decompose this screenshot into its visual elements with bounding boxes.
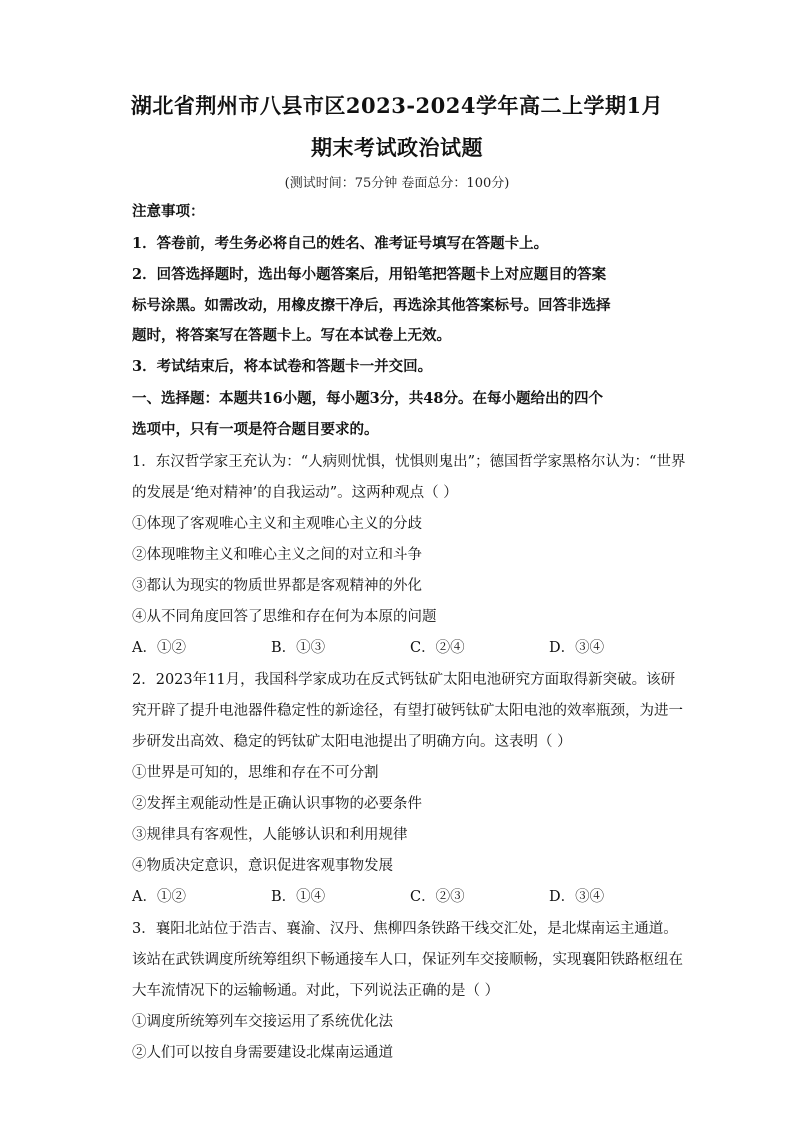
- choice-c[interactable]: C．②③: [410, 889, 465, 905]
- question-1-stem: 的发展是‘绝对精神’的自我运动”。这两种观点（ ）: [132, 485, 458, 501]
- choice-b[interactable]: B．①③: [271, 640, 326, 656]
- choice-d[interactable]: D．③④: [549, 889, 605, 905]
- choice-d[interactable]: D．③④: [549, 640, 605, 656]
- question-2-item: ③规律具有客观性，人能够认识和利用规律: [132, 827, 408, 843]
- question-3-stem: 3．襄阳北站位于浩吉、襄渝、汉丹、焦柳四条铁路干线交汇处，是北煤南运主通道。: [132, 921, 678, 937]
- question-3-stem: 该站在武铁调度所统筹组织下畅通接车人口，保证列车交接顺畅，实现襄阳铁路枢纽在: [132, 952, 683, 968]
- notes-line: 题时，将答案写在答题卡上。写在本试卷上无效。: [132, 327, 451, 344]
- choice-a[interactable]: A．①②: [132, 640, 186, 656]
- question-2-item: ①世界是可知的，思维和存在不可分割: [132, 765, 379, 781]
- question-1-item: ④从不同角度回答了思维和存在何为本原的问题: [132, 609, 437, 625]
- notes-line: 3．考试结束后，将本试卷和答题卡一并交回。: [132, 358, 433, 375]
- question-3-stem: 大车流情况下的运输畅通。对此，下列说法正确的是（ ）: [132, 983, 500, 999]
- notes-line: 2．回答选择题时，选出每小题答案后，用铅笔把答题卡上对应题目的答案: [132, 266, 607, 283]
- notes-line: 1．答卷前，考生务必将自己的姓名、准考证号填写在答题卡上。: [132, 235, 549, 252]
- choice-c[interactable]: C．②④: [410, 640, 465, 656]
- exam-subtitle: (测试时间：75分钟 卷面总分：100分): [284, 176, 510, 191]
- exam-title-line2: 期末考试政治试题: [311, 135, 483, 160]
- question-2-stem: 步研发出高效、稳定的钙钛矿太阳电池提出了明确方向。这表明（ ）: [132, 734, 572, 750]
- question-2-item: ④物质决定意识，意识促进客观事物发展: [132, 858, 393, 874]
- choice-b[interactable]: B．①④: [271, 889, 326, 905]
- notes-heading: 注意事项：: [132, 203, 205, 220]
- question-1-item: ③都认为现实的物质世界都是客观精神的外化: [132, 578, 422, 594]
- question-2-stem: 2．2023年11月，我国科学家成功在反式钙钛矿太阳电池研究方面取得新突破。该研: [132, 672, 676, 688]
- question-1-stem: 1．东汉哲学家王充认为：“人病则忧惧，忧惧则鬼出”；德国哲学家黑格尔认为：“世界: [132, 454, 686, 470]
- question-3-item: ①调度所统筹列车交接运用了系统优化法: [132, 1014, 393, 1030]
- exam-title-line1: 湖北省荆州市八县市区2023-2024学年高二上学期1月: [130, 93, 664, 118]
- question-2-stem: 究开辟了提升电池器件稳定性的新途径，有望打破钙钛矿太阳电池的效率瓶颈，为进一: [132, 703, 683, 719]
- question-1-item: ②体现唯物主义和唯心主义之间的对立和斗争: [132, 547, 422, 563]
- choice-a[interactable]: A．①②: [132, 889, 186, 905]
- question-2-item: ②发挥主观能动性是正确认识事物的必要条件: [132, 796, 422, 812]
- question-1-item: ①体现了客观唯心主义和主观唯心主义的分歧: [132, 516, 422, 532]
- section-heading-line2: 选项中，只有一项是符合题目要求的。: [132, 421, 379, 438]
- notes-line: 标号涂黑。如需改动，用橡皮擦干净后，再选涂其他答案标号。回答非选择: [132, 297, 611, 314]
- question-3-item: ②人们可以按自身需要建设北煤南运通道: [132, 1045, 393, 1061]
- section-heading-line1: 一、选择题：本题共16小题，每小题3分，共48分。在每小题给出的四个: [132, 390, 603, 407]
